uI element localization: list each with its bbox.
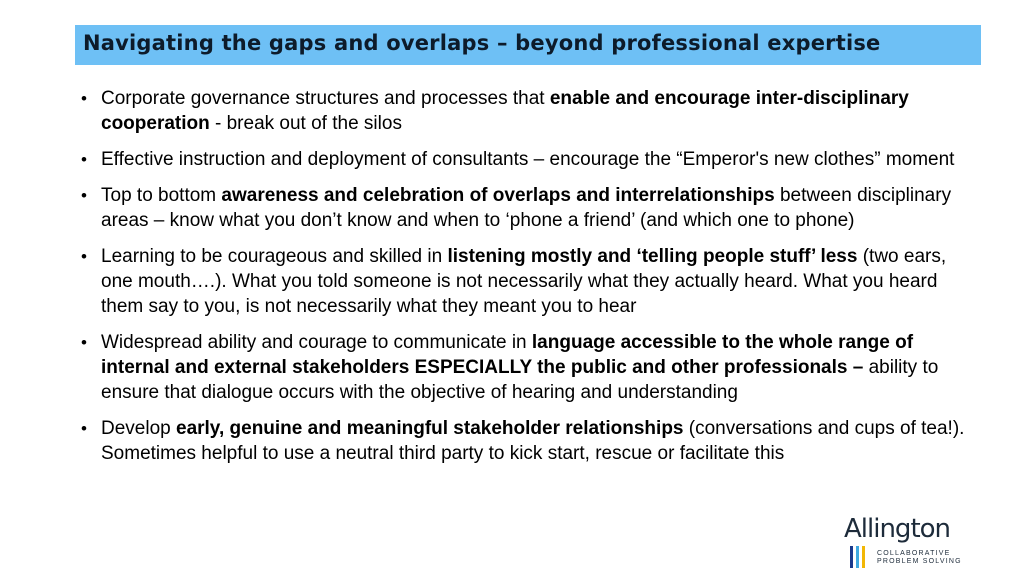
slide-title: Navigating the gaps and overlaps – beyond professional expertise <box>83 31 881 55</box>
bullet-text-run: Corporate governance structures and processes that <box>101 88 550 109</box>
bullet-item <box>80 147 980 172</box>
bullet-text-bold-run: language accessible to the whole range of internal and external stakeholders ESPECIALLY the public and other professionals – <box>101 332 914 378</box>
bullet-item <box>80 244 980 319</box>
bullet-text <box>101 332 938 403</box>
bullet-text-bold-run: enable and encourage inter-disciplinary cooperation <box>101 88 909 134</box>
bullet-dot-icon: • <box>81 186 87 205</box>
bullet-text-run: - break out of the silos <box>209 113 402 134</box>
bullet-text-bold-run: awareness and celebration of overlaps and interrelationships <box>221 185 775 206</box>
logo-tagline <box>877 550 962 566</box>
bullet-text-run: Top to bottom <box>101 185 222 206</box>
bullet-dot-icon: • <box>81 247 87 266</box>
bullet-item <box>80 86 980 136</box>
bullet-item <box>80 330 980 405</box>
logo-wordmark: Allington <box>844 514 951 544</box>
title-banner <box>75 25 981 65</box>
bullet-text-run: ability to ensure that dialogue occurs with the objective of hearing and understanding <box>101 357 939 403</box>
logo-bar <box>850 546 853 568</box>
allington-logo <box>844 514 984 570</box>
bullet-text-run: Effective instruction and deployment of consultants – encourage the “Emperor's new clothes” moment <box>101 149 955 170</box>
bullet-list <box>80 86 980 477</box>
bullet-text <box>101 418 964 464</box>
bullet-text-run: (conversations and cups of tea!). Sometimes helpful to use a neutral third party to kick start, rescue or facilitate this <box>101 418 965 464</box>
bullet-text-run: Develop <box>101 418 176 439</box>
bullet-dot-icon: • <box>81 333 87 352</box>
bullet-text-run: (two ears, one mouth….). What you told someone is not necessarily what they actually heard. What you heard them say to you, is not necessarily what they meant you to hear <box>101 246 947 317</box>
bullet-text <box>101 88 909 134</box>
bullet-item <box>80 416 980 466</box>
bullet-text-run: Widespread ability and courage to communicate in <box>101 332 532 353</box>
logo-bar <box>862 546 865 568</box>
bullet-text-bold-run: early, genuine and meaningful stakeholder relationships <box>176 418 684 439</box>
bullet-text-run: Learning to be courageous and skilled in <box>101 246 448 267</box>
bullet-item <box>80 183 980 233</box>
logo-tagline-line1: COLLABORATIVE <box>877 550 951 557</box>
logo-tagline-line2: PROBLEM SOLVING <box>877 558 962 565</box>
bullet-dot-icon: • <box>81 419 87 438</box>
bullet-text <box>101 185 951 231</box>
bullet-dot-icon: • <box>81 150 87 169</box>
bullet-text-bold-run: listening mostly and ‘telling people stuff’ less <box>447 246 858 267</box>
bullet-text <box>101 149 954 170</box>
bullet-dot-icon: • <box>81 89 87 108</box>
logo-bar <box>856 546 859 568</box>
bullet-text <box>101 246 946 317</box>
bullet-text-run: between disciplinary areas – know what you don’t know and when to ‘phone a friend’ (and which one to phone) <box>101 185 952 231</box>
logo-bars-icon <box>850 546 870 568</box>
